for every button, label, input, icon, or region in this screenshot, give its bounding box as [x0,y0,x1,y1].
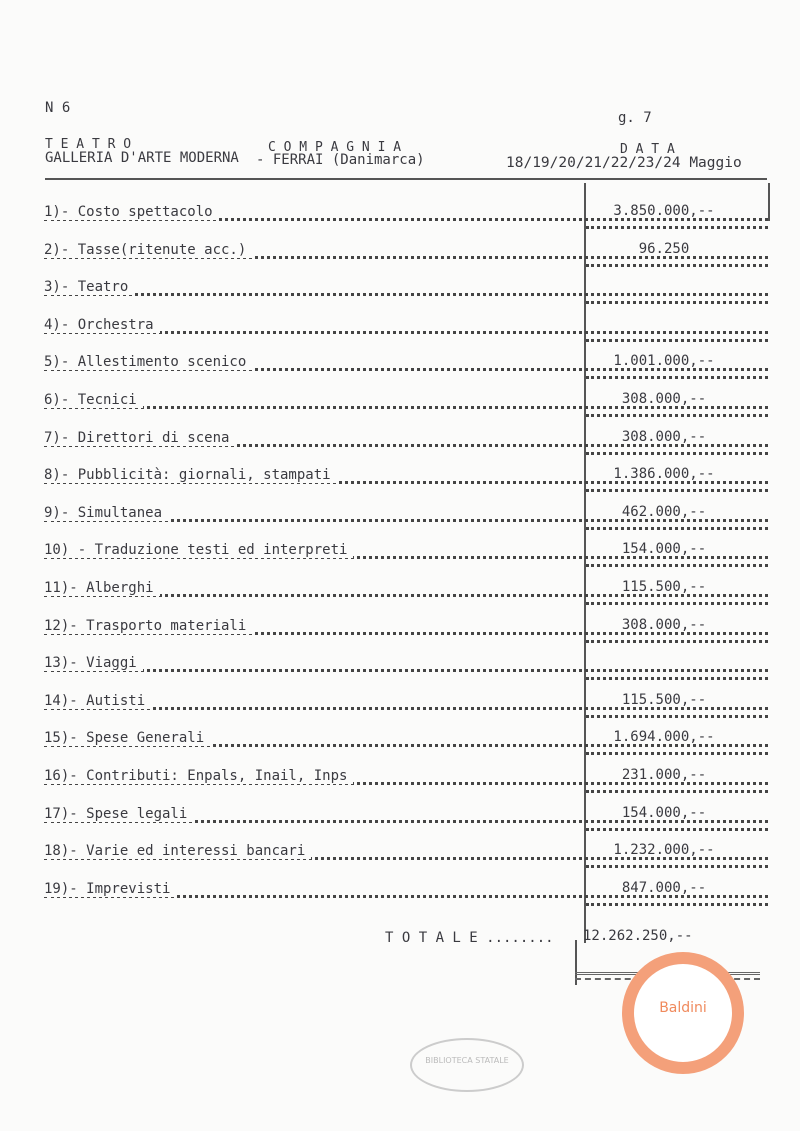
cost-label: 4)- Orchestra [44,317,160,333]
amount-dot-leader [586,602,768,605]
cost-row [44,878,768,900]
header-rule [45,178,767,180]
cost-label: 13)- Viaggi [44,655,143,671]
cost-amount: 308.000,-- [621,616,707,633]
cost-row [44,201,768,223]
cost-row [44,765,768,787]
total-amount: 12.262.250,-- [583,928,693,944]
cost-row [44,502,768,524]
library-stamp: BIBLIOTECA STATALE [410,1038,524,1092]
amount-dot-leader [586,752,768,755]
teatro-value: GALLERIA D'ARTE MODERNA [45,150,239,166]
teatro-label: T E A T R O [45,137,132,152]
cost-amount: 96.250 [638,240,690,257]
cost-label: 3)- Teatro [44,279,134,295]
cost-amount: 115.500,-- [621,691,707,708]
amount-dot-leader [586,715,768,718]
cost-label: 10) - Traduzione testi ed interpreti [44,542,353,558]
cost-amount: 308.000,-- [621,428,707,445]
amount-dot-leader [586,790,768,793]
amount-dot-leader [586,489,768,492]
amount-dot-leader [586,452,768,455]
amount-dot-leader [586,264,768,267]
cost-row [44,840,768,862]
cost-row [44,276,768,298]
cost-row [44,427,768,449]
compagnia-value: - FERRAI (Danimarca) [256,152,425,168]
cost-amount: 1.232.000,-- [613,842,715,859]
cost-amount: 1.386.000,-- [613,466,715,483]
cost-row [44,539,768,561]
cost-label: 15)- Spese Generali [44,730,210,746]
cost-amount: 462.000,-- [621,503,707,520]
amount-dot-leader [586,903,768,906]
dot-leader [44,293,768,296]
amount-dot-leader [586,640,768,643]
cost-label: 2)- Tasse(ritenute acc.) [44,242,252,258]
cost-amount: 154.000,-- [621,804,707,821]
cost-amount: 3.850.000,-- [613,203,715,219]
compagnia-label: C O M P A G N I A [268,140,402,155]
cost-label: 1)- Costo spettacolo [44,204,219,220]
cost-amount: 231.000,-- [621,767,707,783]
cost-amount: 308.000,-- [621,391,707,407]
cost-label: 17)- Spese legali [44,806,193,822]
document-number: N 6 [45,100,71,116]
total-label: T O T A L E ........ [385,930,554,946]
cost-label: 9)- Simultanea [44,505,168,521]
amount-dot-leader [586,828,768,831]
cost-label: 11)- Alberghi [44,580,160,596]
data-label: D A T A [620,142,675,157]
cost-row [44,239,768,261]
amount-dot-leader [586,527,768,530]
cost-label: 16)- Contributi: Enpals, Inail, Inps [44,768,353,784]
cost-amount: 847.000,-- [621,879,707,896]
cost-row [44,464,768,486]
cost-row [44,727,768,749]
cost-amount: 1.001.000,-- [613,353,715,370]
cost-label: 12)- Trasporto materiali [44,618,252,634]
amount-dot-leader [586,414,768,417]
amount-dot-leader [586,677,768,680]
cost-amount: 115.500,-- [621,579,707,595]
date-value: 18/19/20/21/22/23/24 Maggio [506,155,742,171]
amount-dot-leader [586,226,768,229]
cost-label: 18)- Varie ed interessi bancari [44,843,311,859]
column-right-edge [768,183,770,221]
cost-row [44,314,768,336]
cost-row [44,577,768,599]
amount-dot-leader [586,301,768,304]
cost-row [44,351,768,373]
cost-row [44,615,768,637]
cost-label: 7)- Direttori di scena [44,430,235,446]
page-number: g. 7 [618,110,652,126]
cost-label: 8)- Pubblicità: giornali, stampati [44,467,337,483]
cost-label: 14)- Autisti [44,693,151,709]
cost-row [44,690,768,712]
cost-row [44,652,768,674]
baldini-logo: Baldini [622,952,744,1074]
cost-row [44,803,768,825]
cost-label: 19)- Imprevisti [44,881,176,897]
amount-dot-leader [586,564,768,567]
cost-amount: 1.694.000,-- [613,729,715,746]
cost-amount: 154.000,-- [621,541,707,558]
amount-dot-leader [586,376,768,379]
amount-dot-leader [586,865,768,868]
cost-label: 6)- Tecnici [44,392,143,408]
amount-dot-leader [586,339,768,342]
cost-label: 5)- Allestimento scenico [44,354,252,370]
cost-row [44,389,768,411]
dot-leader [44,669,768,672]
